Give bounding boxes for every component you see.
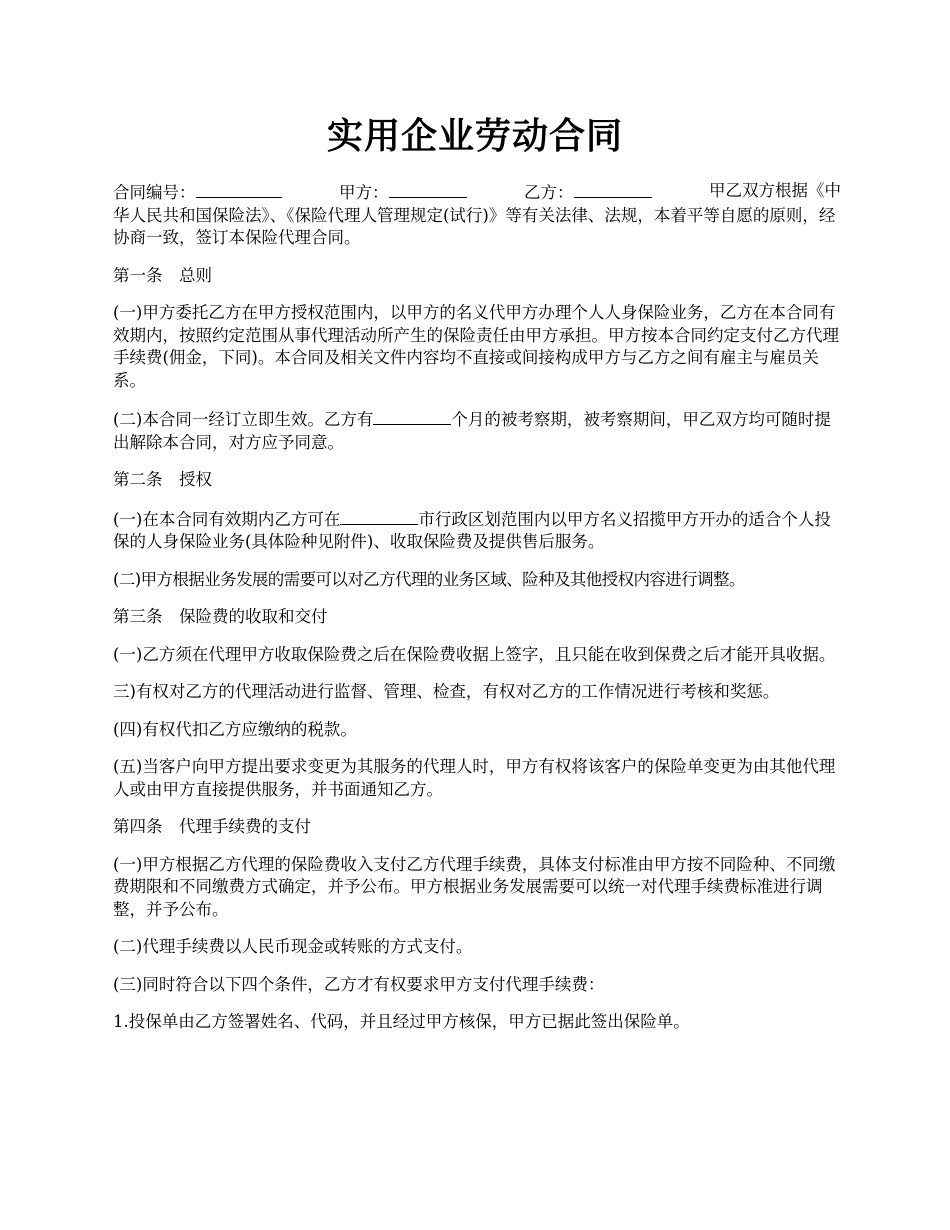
- party-b-group: [524, 180, 652, 205]
- article-1-paragraph-2: [113, 407, 841, 454]
- article-4-paragraph-4: 1.投保单由乙方签署姓名、代码，并且经过甲方核保，甲方已据此签出保险单。: [113, 1012, 690, 1031]
- article-1-paragraph-1: (一)甲方委托乙方在甲方授权范围内，以甲方的名义代甲方办理个人人身保险业务，乙方在本合同有效期内，按照约定范围从事代理活动所产生的保险责任由甲方承担。甲方按本合同约定支付乙方代理手续费(佣金，下同)。本合同及相关文件内容均不直接或间接构成甲方与乙方之间有雇主与雇员关系。: [113, 303, 839, 390]
- intro-start: 甲乙双方根据《中: [709, 181, 841, 200]
- article-2-paragraph-1: [113, 507, 841, 554]
- article-3-heading: 第三条 保险费的收取和交付: [113, 607, 328, 626]
- article-4-paragraph-2: (二)代理手续费以人民币现金或转账的方式支付。: [113, 937, 473, 956]
- article-3-paragraph-4: (五)当客户向甲方提出要求变更为其服务的代理人时，甲方有权将该客户的保险单变更为由其他代理人或由甲方直接提供服务，并书面通知乙方。: [113, 757, 836, 799]
- article-1-paragraph-2-end: 个月的被考察期，被考察期间，甲乙双方均可随时提出解除本合同，对方应予同意。: [113, 410, 831, 452]
- party-b-blank: [574, 180, 652, 198]
- contract-no-label: 合同编号：: [113, 183, 196, 202]
- document-title: 实用企业劳动合同: [326, 115, 623, 157]
- article-4-paragraph-1: (一)甲方根据乙方代理的保险费收入支付乙方代理手续费，具体支付标准由甲方按不同险种、不同缴费期限和不同缴费方式确定，并予公布。甲方根据业务发展需要可以统一对代理手续费标准进行调整，并予公布。: [113, 854, 836, 919]
- article-2-heading: 第二条 授权: [113, 470, 212, 489]
- document-body: [113, 180, 841, 1049]
- contract-header-paragraph: [113, 180, 841, 250]
- article-2-paragraph-1-start: (一)在本合同有效期内乙方可在: [113, 509, 341, 529]
- article-2-paragraph-2: (二)甲方根据业务发展的需要可以对乙方代理的业务区域、险种及其他授权内容进行调整。: [113, 569, 745, 589]
- contract-no-blank: [196, 180, 282, 198]
- party-a-label: 甲方：: [339, 183, 389, 202]
- party-a-blank: [389, 180, 467, 198]
- article-3-paragraph-2: 三)有权对乙方的代理活动进行监督、管理、检查，有权对乙方的工作情况进行考核和奖惩。: [113, 682, 780, 701]
- article-3-paragraph-3: (四)有权代扣乙方应缴纳的税款。: [113, 719, 357, 739]
- party-b-label: 乙方：: [524, 183, 574, 202]
- article-3-paragraph-1: (一)乙方须在代理甲方收取保险费之后在保险费收据上签字，且只能在收到保费之后才能开具收据。: [113, 644, 836, 664]
- article-4-paragraph-3: (三)同时符合以下四个条件，乙方才有权要求甲方支付代理手续费：: [113, 974, 605, 994]
- intro-rest: 华人民共和国保险法》、《保险代理人管理规定(试行)》等有关法律、法规，本着平等自愿的原则，经协商一致，签订本保险代理合同。: [113, 205, 836, 247]
- city-blank: [340, 507, 418, 525]
- article-1-paragraph-2-start: (二)本合同一经订立即生效。乙方有: [113, 410, 374, 429]
- probation-months-blank: [373, 407, 451, 425]
- article-2-paragraph-1-end: 市行政区划范围内以甲方名义招揽甲方开办的适合个人投保的人身保险业务(具体险种见附件)、收取保险费及提供售后服务。: [113, 509, 831, 551]
- article-4-heading: 第四条 代理手续费的支付: [113, 817, 311, 836]
- contract-header-line: [113, 180, 841, 205]
- party-a-group: [339, 180, 467, 205]
- article-1-heading: 第一条 总则: [113, 265, 212, 285]
- contract-no-group: [113, 180, 282, 205]
